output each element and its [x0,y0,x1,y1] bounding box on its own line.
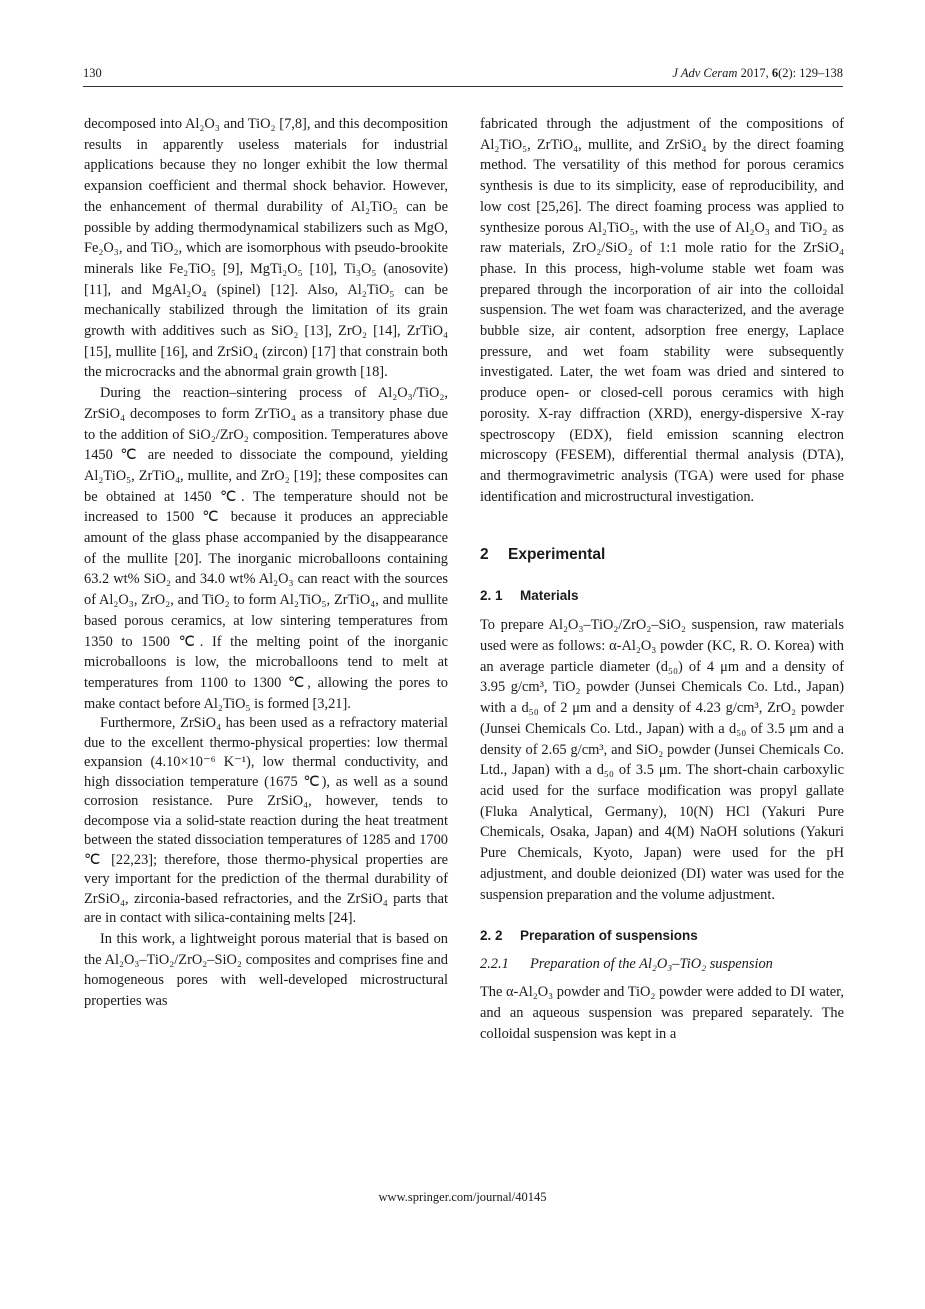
right-column [480,114,844,1044]
right-paragraph-3: The α-Al₂O₃ powder and TiO₂ powder were added to DI water, and an aqueous suspension was prepared separately. The colloidal suspension was kept in a [480,984,844,1042]
left-column [84,114,448,1012]
right-paragraph-1: fabricated through the adjustment of the compositions of Al₂TiO₅, ZrTiO₄, mullite, and ZrSiO₄ by the direct foaming method. The versatility of this method for porous ceramics synthesis is due to its simplicity, ease of reproducibility, and low cost [25,26]. The direct foaming process was applied to synthesize porous Al₂TiO₅, with the use of Al₂O₃ and TiO₂ as raw materials, ZrO₂/SiO₂ of 1:1 mole ratio for the ZrSiO₄ phase. In this process, high-volume stable wet foam was prepared through the incorporation of air into the colloidal suspension. The wet foam was characterized, and the average bubble size, air content, adsorption free energy, Laplace pressure, and wet foam stability were subsequently investigated. Later, the wet foam was dried and sintered to produce open- or closed-cell porous ceramics with high porosity. X-ray diffraction (XRD), energy-dispersive X-ray spectroscopy (EDX), field emission scanning electron microscopy (FESEM), differential thermal analysis (DTA), and thermogravimetric analysis (TGA) were used for phase identification and microstructural investigation. [480,116,844,505]
journal-citation [672,66,843,81]
subsubsection-heading [480,954,844,974]
section-title: Experimental [508,546,606,564]
left-paragraph-1: decomposed into Al₂O₃ and TiO₂ [7,8], and this decomposition results in apparently useless materials for industrial applications because they no longer exhibit the low thermal expansion coefficient and thermal shock behavior. However, the enhancement of thermal durability of Al₂TiO₅ can be possible by adding thermodynamical stabilizers such as MgO, Fe₂O₃, and TiO₂, which are isomorphous with pseudo-brookite minerals like Fe₂TiO₅ [9], MgTi₂O₅ [10], Ti₃O₅ (anosovite) [11], and MgAl₂O₄ (spinel) [12]. Also, Al₂TiO₅ can be mechanically stabilized through the limitation of its grain growth with additives such as SiO₂ [13], ZrO₂ [14], ZrTiO₄ [15], mullite [16], and ZrSiO₄ (zircon) [17] that constrain both the microcracks and the abnormal grain growth [18]. [84,116,448,381]
subsection-number: 2. 1 [480,588,503,604]
footer-url: www.springer.com/journal/40145 [378,1190,547,1204]
subsubsection-number: 2.2.1 [480,956,509,973]
subsubsection-title: Preparation of the Al₂O₃–TiO₂ suspension [530,956,773,973]
journal-year: 2017, [740,66,769,80]
running-header [83,66,843,86]
page-number: 130 [83,66,102,80]
journal-name: J Adv Ceram [672,66,738,80]
header-rule [83,86,843,87]
left-paragraph-4: In this work, a lightweight porous material that is based on the Al₂O₃–TiO₂/ZrO₂–SiO₂ composites and comprises fine and homogeneous pores with well-developed microstructural properties was [84,930,448,1009]
section-heading [480,545,844,565]
journal-issue-pages: (2): 129–138 [778,66,843,80]
right-paragraph-2: To prepare Al₂O₃–TiO₂/ZrO₂–SiO₂ suspension, raw materials used were as follows: α-Al₂O₃ powder (KC, R. O. Korea) with an average particle diameter (d₅₀) of 4 μm and a density of 3.95 g/cm³, TiO₂ powder (Junsei Chemicals Co. Ltd., Japan) with a d₅₀ of 2 μm and a density of 4.23 g/cm³, ZrO₂ powder (Junsei Chemicals Co. Ltd., Japan) with a d₅₀ of 3.5 μm and a density of 2.65 g/cm³, and SiO₂ powder (Junsei Chemicals Co. Ltd., Japan) with a d₅₀ of 3.5 μm. The short-chain carboxylic acid used for the surface modification was propyl gallate (Fluka Analytical, Germany), 10(N) HCl (Yakuri Pure Chemicals, Osaka, Japan) and 4(M) NaOH solutions (Yakuri Pure Chemicals, Kyoto, Japan) were used for the pH adjustment, and double deionized (DI) water was used for the suspension preparation and the volume adjustment. [480,617,844,903]
subsection-title: Materials [520,588,579,604]
left-paragraph-2: During the reaction–sintering process of Al₂O₃/TiO₂, ZrSiO₄ decomposes to form ZrTiO₄ as a transitory phase due to the addition of SiO₂/ZrO₂ composition. Temperatures above 1450 ℃ are needed to dissociate the compound, yielding Al₂TiO₅, ZrTiO₄, mullite, and ZrO₂ [19]; these composites can be obtained at 1450 ℃. The temperature should not be increased to 1500 ℃ because it produces an appreciable amount of the glass phase accompanied by the disappearance of the mullite [20]. The inorganic microballoons containing 63.2 wt% SiO₂ and 34.0 wt% Al₂O₃ can react with the sources of Al₂O₃, ZrO₂, and TiO₂ to form Al₂TiO₅, ZrTiO₄, and mullite based porous ceramics, at low sintering temperatures from 1350 to 1500 ℃. If the melting point of the inorganic microballoons is low, the microballoons tend to melt at temperatures from 1100 to 1300 ℃, allowing the pores to make contact before Al₂TiO₅ is formed [3,21]. [84,385,448,712]
left-paragraph-3: Furthermore, ZrSiO₄ has been used as a refractory material due to the excellent thermo-physical properties: low thermal expansion (4.10×10⁻⁶ K⁻¹), low thermal conductivity, and high dissociation temperature (1675 ℃), as well as a sound corrosion resistance. Pure ZrSiO₄, however, tends to decompose via a solid-state reaction during the heat treatment between the stated dissociation temperatures of 1285 and 1700 ℃ [22,23]; therefore, those thermo-physical properties are very important for the prediction of the thermal durability of ZrSiO₄, zirconia-based refractories, and the ZrSiO₄ parts that are in contact with silica-containing melts [24]. [84,715,448,927]
subsection-heading-preparation [480,927,844,945]
subsection-title: Preparation of suspensions [520,928,698,944]
section-number: 2 [480,546,489,564]
subsection-heading-materials [480,587,844,605]
subsection-number: 2. 2 [480,928,503,944]
journal-volume: 6 [771,66,779,80]
